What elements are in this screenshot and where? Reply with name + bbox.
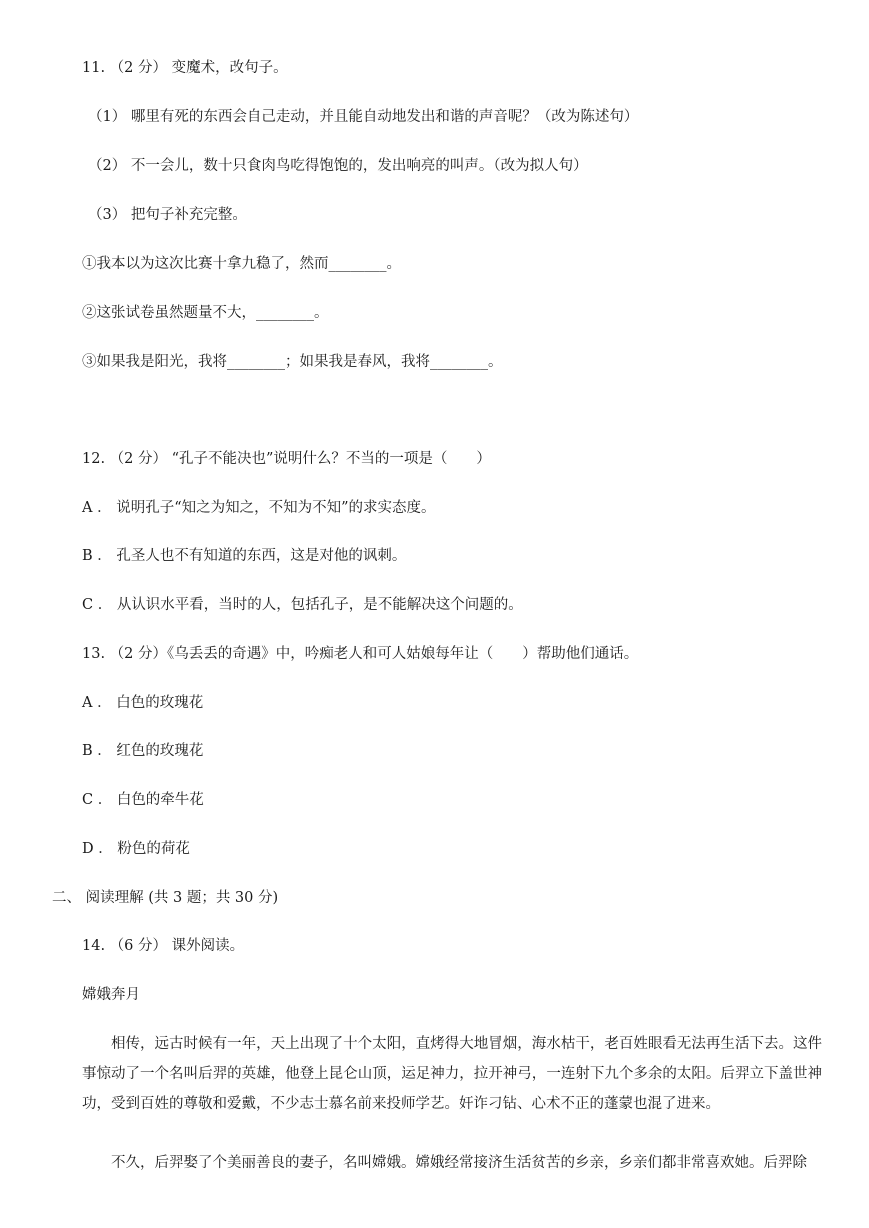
q12-option-b: B ． 孔圣人也不有知道的东西，这是对他的讽刺。 <box>82 548 407 564</box>
q11-sub2: （2） 不一会儿，数十只食肉鸟吃得饱饱的，发出响亮的叫声。（改为拟人句） <box>88 158 588 174</box>
q12-option-a: A ． 说明孔子“知之为知之，不知为不知”的求实态度。 <box>82 500 436 516</box>
q13-option-c: C ． 白色的牵牛花 <box>82 792 204 808</box>
story-paragraph-1: 相传，远古时候有一年，天上出现了十个太阳，直烤得大地冒烟，海水枯干，老百姓眼看无法再生活下去。这件事惊动了一个名叫后羿的英雄，他登上昆仑山顶，运足神力，拉开神弓，一连射下九个多余的太阳。后羿立下盖世神功，受到百姓的尊敬和爱戴，不少志士慕名前来投师学艺。奸诈刁钻、心术不正的蓬蒙也混了进来。 <box>82 1036 822 1112</box>
q11-sentence-1: ①我本以为这次比赛十拿九稳了，然而________。 <box>82 256 401 272</box>
q12-option-c: C ． 从认识水平看，当时的人，包括孔子，是不能解决这个问题的。 <box>82 597 523 613</box>
story-title: 嫦娥奔月 <box>82 987 140 1003</box>
section-heading: 二、 阅读理解 (共 3 题；共 30 分) <box>52 890 279 906</box>
q11-title: 11. （2 分） 变魔术，改句子。 <box>82 60 288 76</box>
story-paragraph-2: 不久，后羿娶了个美丽善良的妻子，名叫嫦娥。嫦娥经常接济生活贫苦的乡亲，乡亲们都非常喜欢她。后羿除 <box>111 1155 807 1171</box>
q13-option-d: D ． 粉色的荷花 <box>82 841 190 857</box>
q11-sentence-3: ③如果我是阳光，我将________；如果我是春风，我将________。 <box>82 354 503 370</box>
q11-sub3: （3） 把句子补充完整。 <box>88 207 247 223</box>
q14-title: 14. （6 分） 课外阅读。 <box>82 938 245 954</box>
q12-title: 12. （2 分） “孔子不能决也”说明什么？不当的一项是（ ） <box>82 451 491 467</box>
q13-option-b: B ． 红色的玫瑰花 <box>82 743 204 759</box>
q11-sub1: （1） 哪里有死的东西会自己走动，并且能自动地发出和谐的声音呢？（改为陈述句） <box>88 109 639 125</box>
q13-title: 13. （2 分）《乌丢丢的奇遇》中，吟痴老人和可人姑娘每年让（ ）帮助他们通话。 <box>82 646 639 662</box>
q11-sentence-2: ②这张试卷虽然题量不大，________。 <box>82 305 329 321</box>
q13-option-a: A ． 白色的玫瑰花 <box>82 695 204 711</box>
